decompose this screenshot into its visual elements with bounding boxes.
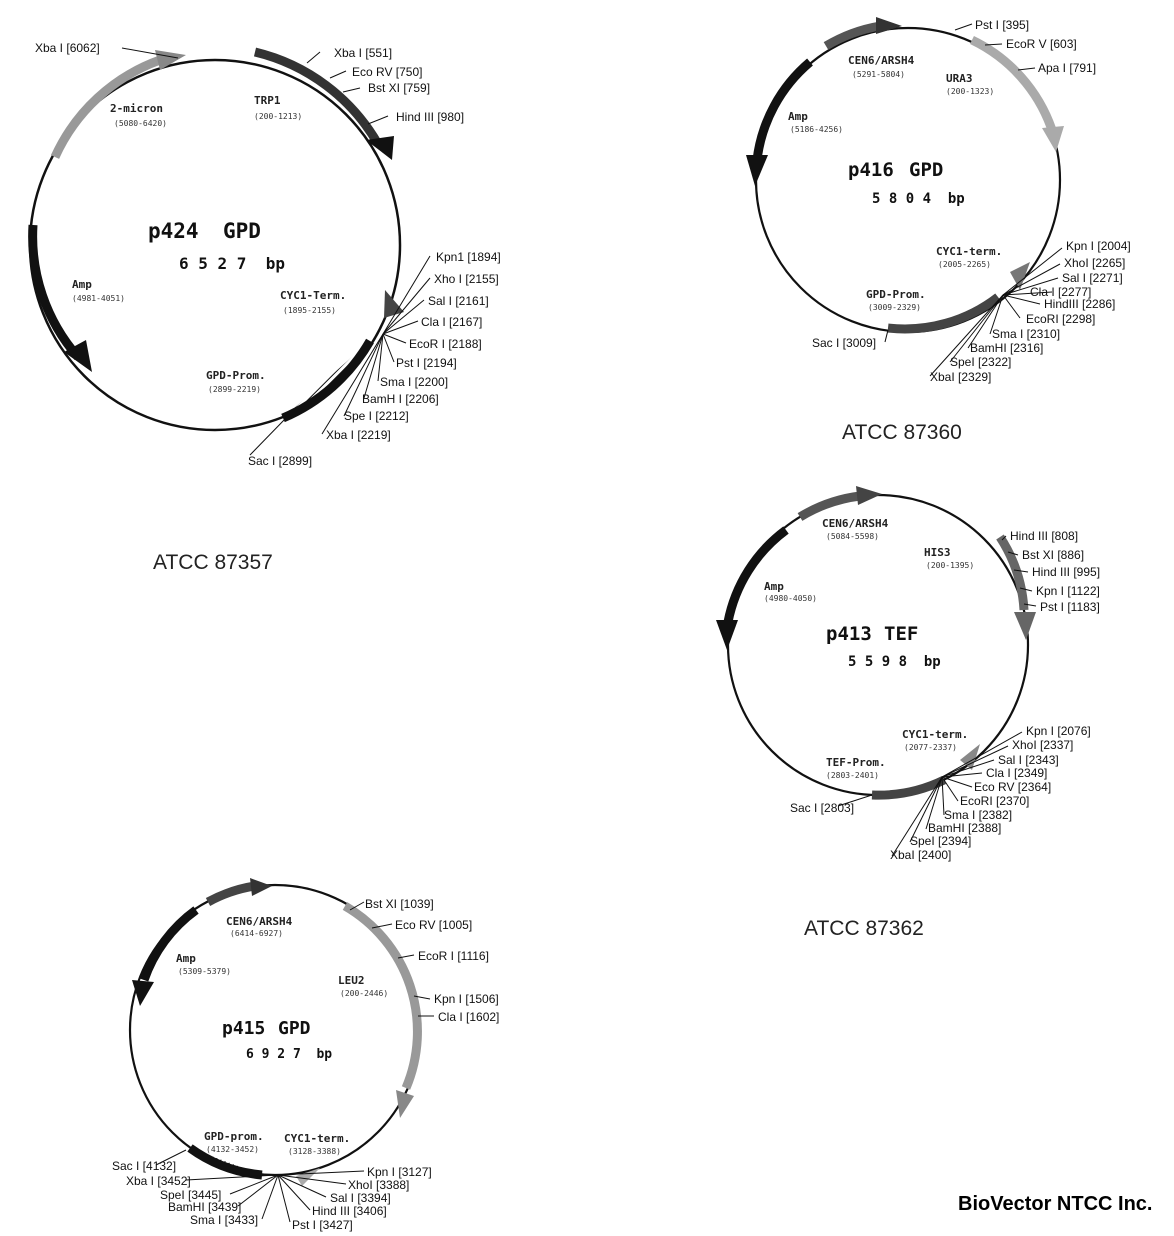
feature-arc-his3 xyxy=(1000,537,1024,610)
restriction-site: Eco RV [750] xyxy=(352,65,423,79)
feature-arc-amp xyxy=(728,530,786,622)
plasmid-name-part-1: p424 xyxy=(148,219,199,243)
restriction-site: Cla I [2277] xyxy=(1030,285,1092,299)
feature-range: (5186-4256) xyxy=(790,125,843,134)
restriction-site: Kpn I [2004] xyxy=(1066,239,1131,253)
restriction-site: Hind III [3406] xyxy=(312,1204,387,1218)
restriction-site: XbaI [2329] xyxy=(930,370,992,384)
feature-label: CEN6/ARSH4 xyxy=(226,915,293,928)
restriction-site: BamHI [3439] xyxy=(168,1200,242,1214)
feature-label: TEF-Prom. xyxy=(826,756,886,769)
restriction-site: Pst I [395] xyxy=(975,18,1030,32)
restriction-site: Xba I [6062] xyxy=(35,41,100,55)
restriction-site: Bst XI [759] xyxy=(368,81,431,95)
restriction-site: Sma I [2382] xyxy=(944,808,1013,822)
restriction-site: Pst I [3427] xyxy=(292,1218,353,1232)
restriction-site: Sac I [4132] xyxy=(112,1159,177,1173)
feature-label: Amp xyxy=(72,278,92,291)
restriction-site: Kpn I [2076] xyxy=(1026,724,1091,738)
restriction-site: Pst I [1183] xyxy=(1040,600,1100,614)
feature-range: (2803-2401) xyxy=(826,771,879,780)
restriction-site: EcoR I [2188] xyxy=(409,337,482,351)
feature-range: (200-1395) xyxy=(926,561,975,570)
feature-label: CEN6/ARSH4 xyxy=(848,54,915,67)
plasmid-name-part-2: GPD xyxy=(223,219,261,243)
feature-arrow-amp xyxy=(716,620,738,650)
restriction-site: XbaI [2400] xyxy=(890,848,952,862)
restriction-site: Apa I [791] xyxy=(1038,61,1097,75)
feature-range: (2899-2219) xyxy=(208,385,261,394)
restriction-site: Bst XI [886] xyxy=(1022,548,1085,562)
feature-range: (200-1323) xyxy=(946,87,995,96)
restriction-site: Sal I [2271] xyxy=(1062,271,1123,285)
feature-arrow-cen6 xyxy=(856,486,882,505)
restriction-site: Kpn I [1506] xyxy=(434,992,499,1006)
restriction-site: EcoR I [1116] xyxy=(418,949,489,963)
restriction-site: XhoI [2265] xyxy=(1064,256,1126,270)
restriction-site: Xba I [3452] xyxy=(126,1174,191,1188)
feature-label: CYC1-term. xyxy=(284,1132,351,1145)
restriction-site: Sac I [2803] xyxy=(790,801,855,815)
plasmid-name-part-1: p415 xyxy=(222,1018,266,1039)
feature-range: (200-1213) xyxy=(254,112,303,121)
plasmid-size: 6 9 2 7 bp xyxy=(246,1047,333,1062)
restriction-site: BamHI [2388] xyxy=(928,821,1002,835)
plasmid-map-p413 xyxy=(716,486,1100,940)
restriction-site: Spe I [2212] xyxy=(344,409,409,423)
restriction-site: SpeI [2322] xyxy=(950,355,1012,369)
restriction-site: Cla I [1602] xyxy=(438,1010,500,1024)
plasmid-name-part-2: GPD xyxy=(909,159,944,181)
feature-range: (2005-2265) xyxy=(938,260,991,269)
restriction-site: Eco RV [2364] xyxy=(974,780,1052,794)
feature-range: (2077-2337) xyxy=(904,743,957,752)
plasmid-size: 5 5 9 8 bp xyxy=(848,654,941,670)
restriction-site: EcoRI [2370] xyxy=(960,794,1030,808)
feature-arc-cen6 xyxy=(208,886,255,902)
restriction-site: Bst XI [1039] xyxy=(365,897,434,911)
feature-label: GPD-Prom. xyxy=(206,369,266,382)
restriction-site: Pst I [2194] xyxy=(396,356,457,370)
restriction-site: Sma I [2200] xyxy=(380,375,449,389)
feature-arc-tef-prom xyxy=(872,780,944,795)
plasmid-name-part-1: p416 xyxy=(848,159,894,181)
feature-arc-gpd-prom xyxy=(888,297,998,329)
restriction-site: EcoR V [603] xyxy=(1006,37,1077,51)
restriction-site: Hind III [808] xyxy=(1010,529,1079,543)
restriction-site: Sma I [2310] xyxy=(992,327,1061,341)
restriction-site: Kpn1 [1894] xyxy=(436,250,501,264)
feature-label: Amp xyxy=(788,110,808,123)
feature-arrow-leu2 xyxy=(396,1090,414,1118)
feature-range: (4980-4050) xyxy=(764,594,817,603)
restriction-site: SpeI [3445] xyxy=(160,1188,222,1202)
restriction-site: Kpn I [1122] xyxy=(1036,584,1100,598)
feature-arrow-trp1 xyxy=(366,136,394,160)
atcc-label: ATCC 87360 xyxy=(842,421,962,444)
feature-label: GPD-Prom. xyxy=(866,288,926,301)
feature-range: (6414-6927) xyxy=(230,929,283,938)
restriction-site: XhoI [2337] xyxy=(1012,738,1074,752)
atcc-label: ATCC 87362 xyxy=(804,917,924,940)
feature-label: 2-micron xyxy=(110,102,163,115)
restriction-site: XhoI [3388] xyxy=(348,1178,410,1192)
restriction-site: HindIII [2286] xyxy=(1044,297,1116,311)
restriction-site: Kpn I [3127] xyxy=(367,1165,432,1179)
plasmid-size: 6 5 2 7 bp xyxy=(179,254,285,273)
feature-arrow-cen6 xyxy=(876,17,902,34)
feature-label: TRP1 xyxy=(254,94,281,107)
brand-label: BioVector NTCC Inc. xyxy=(958,1193,1153,1215)
plasmid-map-p415 xyxy=(112,878,499,1232)
restriction-site: Eco RV [1005] xyxy=(395,918,473,932)
feature-label: CYC1-term. xyxy=(936,245,1003,258)
restriction-site: Xba I [2219] xyxy=(326,428,391,442)
feature-label: LEU2 xyxy=(338,974,365,987)
restriction-site: BamH I [2206] xyxy=(362,392,439,406)
restriction-site: Hind III [980] xyxy=(396,110,465,124)
feature-label: CYC1-term. xyxy=(902,728,969,741)
restriction-site: Cla I [2349] xyxy=(986,766,1048,780)
plasmid-name-part-2: GPD xyxy=(278,1018,311,1039)
atcc-label: ATCC 87357 xyxy=(153,551,273,574)
feature-arrow-his3 xyxy=(1014,612,1036,640)
feature-range: (5080-6420) xyxy=(114,119,167,128)
feature-range: (5084-5598) xyxy=(826,532,879,541)
feature-arc-ura3 xyxy=(972,40,1052,130)
plasmid-name-part-1: p413 xyxy=(826,623,872,645)
plasmid-map-p424 xyxy=(30,41,501,574)
feature-arc-gpd-prom xyxy=(283,341,370,418)
plasmid-name-part-2: TEF xyxy=(884,623,919,645)
feature-label: CYC1-Term. xyxy=(280,289,347,302)
restriction-site: Sal I [3394] xyxy=(330,1191,391,1205)
restriction-site: Sma I [3433] xyxy=(190,1213,259,1227)
feature-range: (5291-5804) xyxy=(852,70,905,79)
restriction-site: Sac I [2899] xyxy=(248,454,313,468)
feature-range: (4132-3452) xyxy=(206,1145,259,1154)
restriction-site: Sac I [3009] xyxy=(812,336,877,350)
restriction-site: EcoRI [2298] xyxy=(1026,312,1096,326)
feature-label: GPD-prom. xyxy=(204,1130,264,1143)
restriction-site: SpeI [2394] xyxy=(910,834,972,848)
feature-label: URA3 xyxy=(946,72,973,85)
feature-label: CEN6/ARSH4 xyxy=(822,517,889,530)
plasmid-size: 5 8 0 4 bp xyxy=(872,191,965,207)
feature-arc-cen6 xyxy=(826,26,880,46)
feature-label: Amp xyxy=(764,580,784,593)
restriction-site: Xba I [551] xyxy=(334,46,393,60)
feature-arc-cen6 xyxy=(800,496,860,517)
feature-label: Amp xyxy=(176,952,196,965)
restriction-site: Cla I [2167] xyxy=(421,315,483,329)
feature-range: (4981-4051) xyxy=(72,294,125,303)
feature-range: (200-2446) xyxy=(340,989,389,998)
feature-arrow-cen6 xyxy=(250,878,272,896)
feature-range: (3009-2329) xyxy=(868,303,921,312)
feature-arrow-2-micron xyxy=(155,50,186,70)
feature-range: (3128-3388) xyxy=(288,1147,341,1156)
feature-label: HIS3 xyxy=(924,546,951,559)
feature-range: (1895-2155) xyxy=(283,306,336,315)
restriction-site: Xho I [2155] xyxy=(434,272,499,286)
plasmid-map-p416 xyxy=(746,17,1131,444)
restriction-site: Hind III [995] xyxy=(1032,565,1101,579)
restriction-site: Sal I [2161] xyxy=(428,294,489,308)
feature-range: (5309-5379) xyxy=(178,967,231,976)
restriction-site: BamHI [2316] xyxy=(970,341,1044,355)
feature-arrow-ura3 xyxy=(1042,126,1064,152)
restriction-site: Sal I [2343] xyxy=(998,753,1059,767)
